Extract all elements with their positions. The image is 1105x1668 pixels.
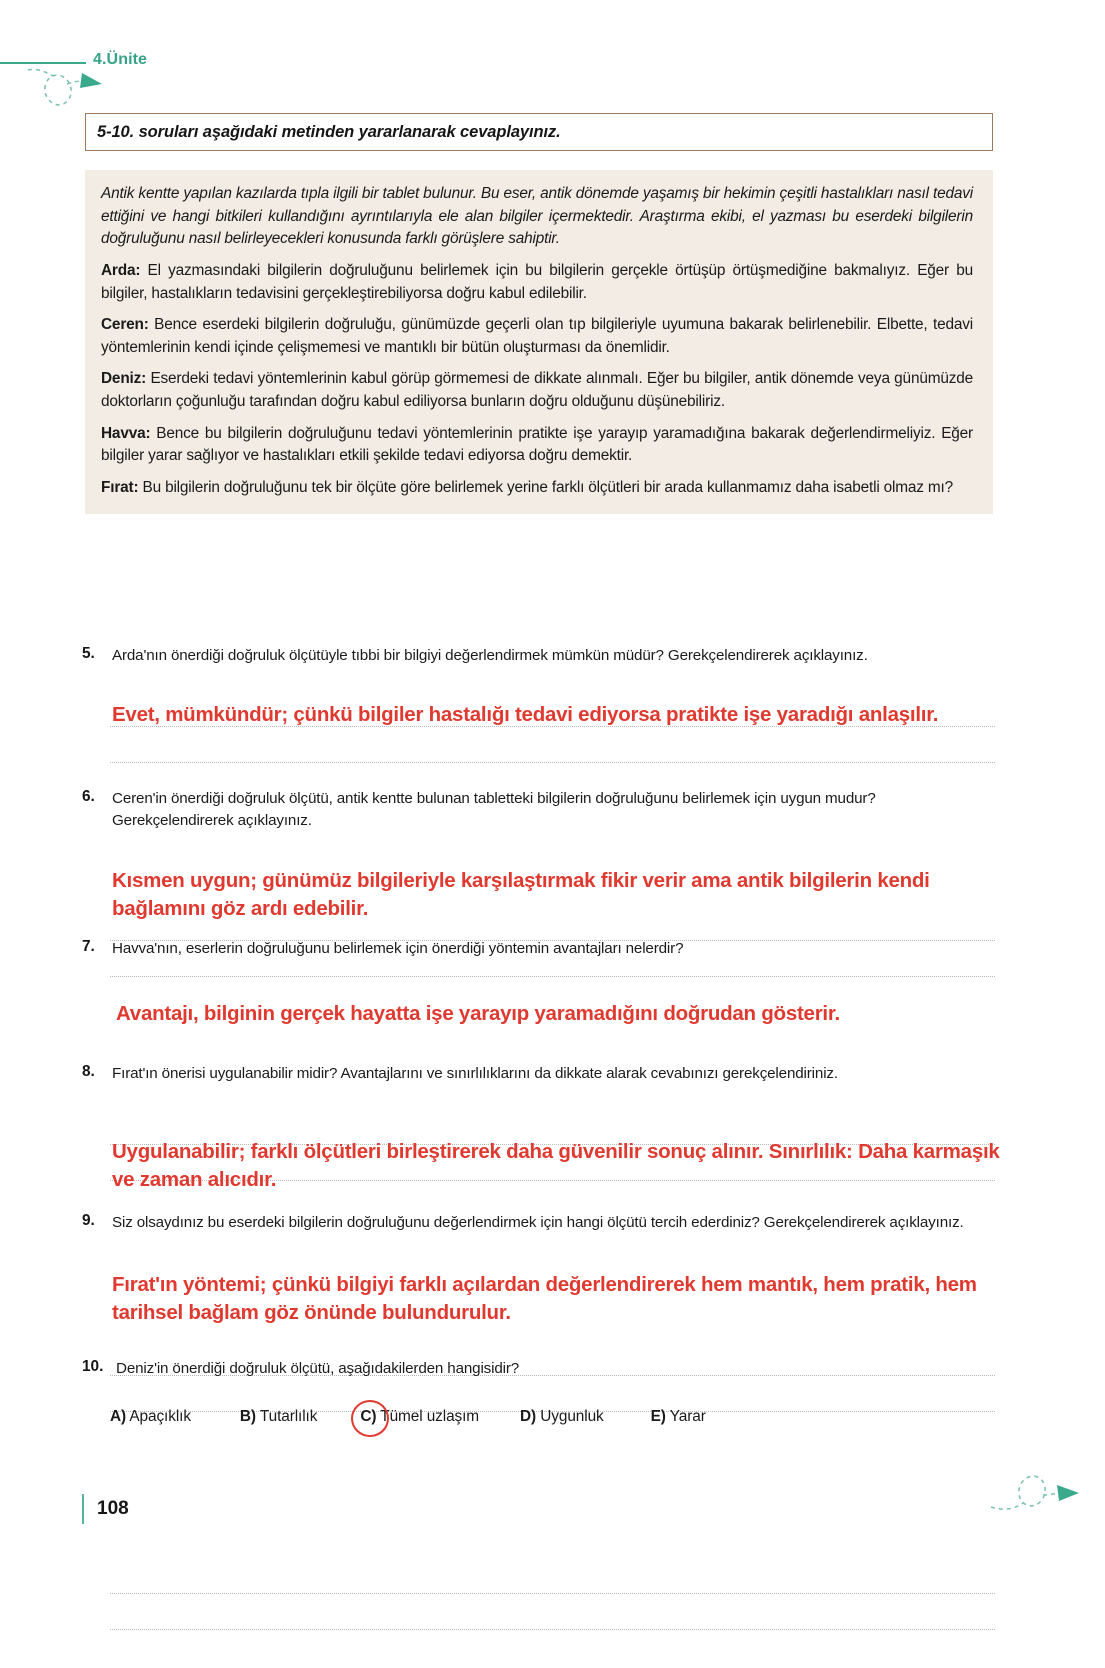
option-c-label: Tümel uzlaşım (380, 1408, 480, 1425)
question-text-5: Arda'nın önerdiği doğruluk ölçütüyle tıbbi bir bilgiyi değerlendirmek mümkün müdür? Gerekçelendirerek açıklayınız. (112, 647, 868, 664)
question-block-5 (82, 645, 1012, 667)
dialogue-line-firat (101, 477, 973, 500)
question-number-7: 7. (82, 938, 95, 955)
option-b-label: Tutarlılık (259, 1408, 318, 1425)
page-number: 108 (97, 1498, 129, 1519)
option-a-label: Apaçıklık (129, 1408, 191, 1425)
question-number-6: 6. (82, 788, 95, 805)
multiple-choice-options (110, 1408, 870, 1426)
handwritten-answer-7: Avantajı, bilginin gerçek hayatta işe yarayıp yaramadığını doğrudan gösterir. (116, 1002, 840, 1025)
passage-intro: Antik kentte yapılan kazılarda tıpla ilgili bir tablet bulunur. Bu eser, antik dönemde yaşamış bir hekimin çeşitli hastalıkları nasıl tedavi ettiğini ve hangi bitkileri kullandığını ayrıntılarıyla ele alan bilgiler içermektedir. Araştırma ekibi, el yazması bu eserdeki bilgilerin doğruluğunu nasıl belirleyecekleri konusunda farklı görüşlere sahiptir. (101, 185, 973, 248)
answer-rule-line (110, 1593, 995, 1594)
speaker-name-firat: Fırat: (101, 479, 139, 497)
question-8 (82, 1063, 1012, 1085)
question-number-9: 9. (82, 1212, 95, 1229)
dialogue-line-havva (101, 423, 973, 468)
option-a-letter: A) (110, 1408, 127, 1425)
page-header (0, 0, 1105, 110)
question-text-10: Deniz'in önerdiği doğruluk ölçütü, aşağıdakilerden hangisidir? (116, 1360, 520, 1377)
speaker-name-deniz: Deniz: (101, 370, 147, 388)
option-b-letter: B) (239, 1408, 256, 1425)
speaker-text-havva: Bence bu bilgilerin doğruluğunu tedavi yöntemlerinin pratikte işe yarayıp yaramadığına bakarak değerlendirmeliyiz. Eğer bilgiler yarar sağlıyor ve hastalıkları etkili şekilde tedavi ediyorsa doğru demektir. (101, 424, 973, 465)
instruction-text: 5-10. soruları aşağıdaki metinden yararlanarak cevaplayınız. (97, 122, 561, 141)
question-block-10 (82, 1358, 1012, 1380)
footer-accent-bar (82, 1494, 84, 1524)
answer-rule-line (110, 1629, 995, 1630)
question-number-10: 10. (82, 1358, 104, 1375)
question-number-8: 8. (82, 1063, 95, 1080)
option-e-letter: E) (650, 1408, 666, 1425)
question-9 (82, 1212, 1012, 1234)
option-e[interactable] (651, 1408, 706, 1426)
swirl-arrow-decoration-icon (20, 62, 110, 110)
swirl-arrow-decoration-bottom-icon (985, 1461, 1095, 1521)
option-e-label: Yarar (669, 1408, 706, 1425)
speaker-text-firat: Bu bilgilerin doğruluğunu tek bir ölçüte göre belirlemek yerine farklı ölçütleri bir arada kullanmamız daha isabetli olmaz mı? (138, 479, 954, 497)
option-b[interactable] (240, 1408, 317, 1426)
question-block-6 (82, 788, 1012, 832)
option-d[interactable] (520, 1408, 604, 1426)
speaker-name-havva: Havva: (101, 424, 151, 442)
question-6 (82, 788, 1012, 832)
speaker-text-ceren: Bence eserdeki bilgilerin doğruluğu, günümüzde geçerli olan tıp bilgileriyle uyumuna bakarak belirlenebilir. Elbette, tedavi yöntemlerinin kendi içinde çelişmemesi ve mantıklı bir bütün oluşturması da önemlidir. (101, 316, 973, 356)
option-d-label: Uygunluk (540, 1408, 604, 1425)
answer-rule-line (110, 976, 995, 977)
question-10 (82, 1358, 1012, 1380)
option-d-letter: D) (520, 1408, 537, 1425)
question-block-7 (82, 938, 1012, 960)
reading-passage (85, 170, 993, 514)
dialogue-line-ceren (101, 314, 973, 359)
instruction-box (85, 113, 993, 151)
speaker-name-arda: Arda: (101, 261, 141, 279)
question-7 (82, 938, 1012, 960)
question-number-5: 5. (82, 645, 95, 662)
option-c-letter: C) (360, 1408, 377, 1425)
answer-rule-line (110, 762, 995, 763)
speaker-name-ceren: Ceren: (101, 316, 149, 334)
handwritten-answer-6: Kısmen uygun; günümüz bilgileriyle karşılaştırmak fikir verir ama antik bilgilerin kendi bağlamını göz ardı edebilir. (112, 869, 930, 920)
speaker-text-arda: El yazmasındaki bilgilerin doğruluğunu belirlemek için bu bilgilerin gerçekle örtüşüp örtüşmediğine bakmalıyız. Eğer bu bilgiler, hastalıkların tedavisini gerçekleştirebiliyorsa doğru kabul edilebilir. (101, 261, 973, 302)
page-footer (82, 1494, 129, 1524)
question-text-9: Siz olsaydınız bu eserdeki bilgilerin doğruluğunu değerlendirmek için hangi ölçütü tercih ederdiniz? Gerekçelendirerek açıklayınız. (112, 1214, 964, 1231)
question-text-6: Ceren'in önerdiği doğruluk ölçütü, antik kentte bulunan tabletteki bilgilerin doğruluğunu belirlemek için uygun mudur? Gerekçelendirerek açıklayınız. (112, 790, 876, 830)
dialogue-line-arda (101, 260, 973, 305)
unit-label: 4.Ünite (93, 51, 148, 68)
dialogue-line-deniz (101, 368, 973, 413)
handwritten-answer-9: Fırat'ın yöntemi; çünkü bilgiyi farklı açılardan değerlendirerek hem mantık, hem pratik, hem tarihsel bağlam göz önünde bulundurulur. (112, 1273, 977, 1324)
speaker-text-deniz: Eserdeki tedavi yöntemlerinin kabul görüp görmemesi de dikkate alınmalı. Eğer bu bilgiler, antik dönemde veya günümüzde doktorların çoğunluğu tarafından doğru kabul ediliyorsa bunların doğru olduğunu düşünebiliriz. (101, 370, 973, 411)
option-c[interactable] (360, 1408, 479, 1426)
question-5 (82, 645, 1012, 667)
question-text-8: Fırat'ın önerisi uygulanabilir midir? Avantajlarını ve sınırlılıklarını da dikkate alarak cevabınızı gerekçelendiriniz. (112, 1065, 838, 1082)
question-block-9 (82, 1212, 1012, 1234)
handwritten-answer-8: Uygulanabilir; farklı ölçütleri birleştirerek daha güvenilir sonuç alınır. Sınırlılık: Daha karmaşık ve zaman alıcıdır. (112, 1140, 1000, 1191)
option-a[interactable] (110, 1408, 191, 1426)
answer-lines-9[interactable] (110, 1588, 995, 1668)
question-block-8 (82, 1063, 1012, 1085)
handwritten-answer-5: Evet, mümkündür; çünkü bilgiler hastalığı tedavi ediyorsa pratikte işe yaradığı anlaşılır. (112, 703, 939, 726)
question-text-7: Havva'nın, eserlerin doğruluğunu belirlemek için önerdiği yöntemin avantajları nelerdir? (112, 940, 684, 957)
